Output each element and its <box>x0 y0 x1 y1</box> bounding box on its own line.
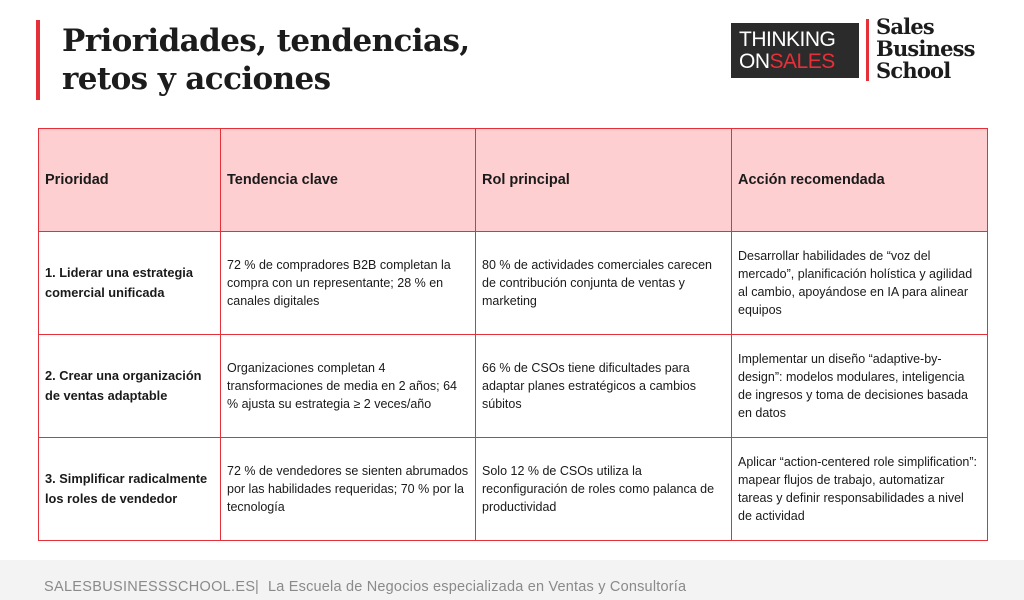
logo-divider <box>866 19 869 81</box>
page-title: Prioridades, tendencias, retos y acciones <box>62 23 470 97</box>
cell-priority: 1. Liderar una estrategia comercial unificada <box>39 232 221 335</box>
cell-role: 80 % de actividades comerciales carecen de contribución conjunta de ventas y marketing <box>476 232 732 335</box>
logo-thinking-text: THINKING <box>739 28 836 51</box>
cell-role: Solo 12 % de CSOs utiliza la reconfiguración de roles como palanca de productividad <box>476 438 732 541</box>
table-row <box>39 232 988 335</box>
footer-tagline: La Escuela de Negocios especializada en Ventas y Consultoría <box>268 579 687 595</box>
cell-trend: 72 % de compradores B2B completan la compra con un representante; 28 % en canales digitales <box>221 232 476 335</box>
cell-action: Desarrollar habilidades de “voz del mercado”, planificación holística y agilidad al cambio, apoyándose en IA para alinear equipos <box>732 232 988 335</box>
footer-separator: | <box>255 579 259 595</box>
header-priority: Prioridad <box>39 129 221 232</box>
cell-priority: 2. Crear una organización de ventas adaptable <box>39 335 221 438</box>
cell-action: Aplicar “action-centered role simplification”: mapear flujos de trabajo, automatizar tareas y definir responsabilidades a nivel de actividad <box>732 438 988 541</box>
table-row <box>39 438 988 541</box>
sales-business-school-logo <box>876 16 975 82</box>
footer-site-link[interactable]: SALESBUSINESSSCHOOL.ES <box>44 579 256 595</box>
table-row <box>39 335 988 438</box>
title-accent-bar <box>36 20 40 100</box>
header-action: Acción recomendada <box>732 129 988 232</box>
cell-trend: Organizaciones completan 4 transformaciones de media en 2 años; 64 % ajusta su estrategia ≥ 2 veces/año <box>221 335 476 438</box>
cell-priority: 3. Simplificar radicalmente los roles de vendedor <box>39 438 221 541</box>
cell-action: Implementar un diseño “adaptive-by-design”: modelos modulares, inteligencia de ingresos y toma de decisiones basada en datos <box>732 335 988 438</box>
priorities-table <box>38 128 988 541</box>
table-header-row <box>39 129 988 232</box>
logo-school-line-1: Sales <box>876 14 934 39</box>
thinking-on-sales-logo <box>731 23 859 78</box>
header-role: Rol principal <box>476 129 732 232</box>
header-trend: Tendencia clave <box>221 129 476 232</box>
footer <box>0 560 1024 600</box>
logo-onsales-text: ONSALES <box>739 50 835 73</box>
logo-school-line-2: Business <box>876 36 975 61</box>
cell-role: 66 % de CSOs tiene dificultades para adaptar planes estratégicos a cambios súbitos <box>476 335 732 438</box>
cell-trend: 72 % de vendedores se sienten abrumados por las habilidades requeridas; 70 % por la tecnología <box>221 438 476 541</box>
logo-school-line-3: School <box>876 58 951 83</box>
